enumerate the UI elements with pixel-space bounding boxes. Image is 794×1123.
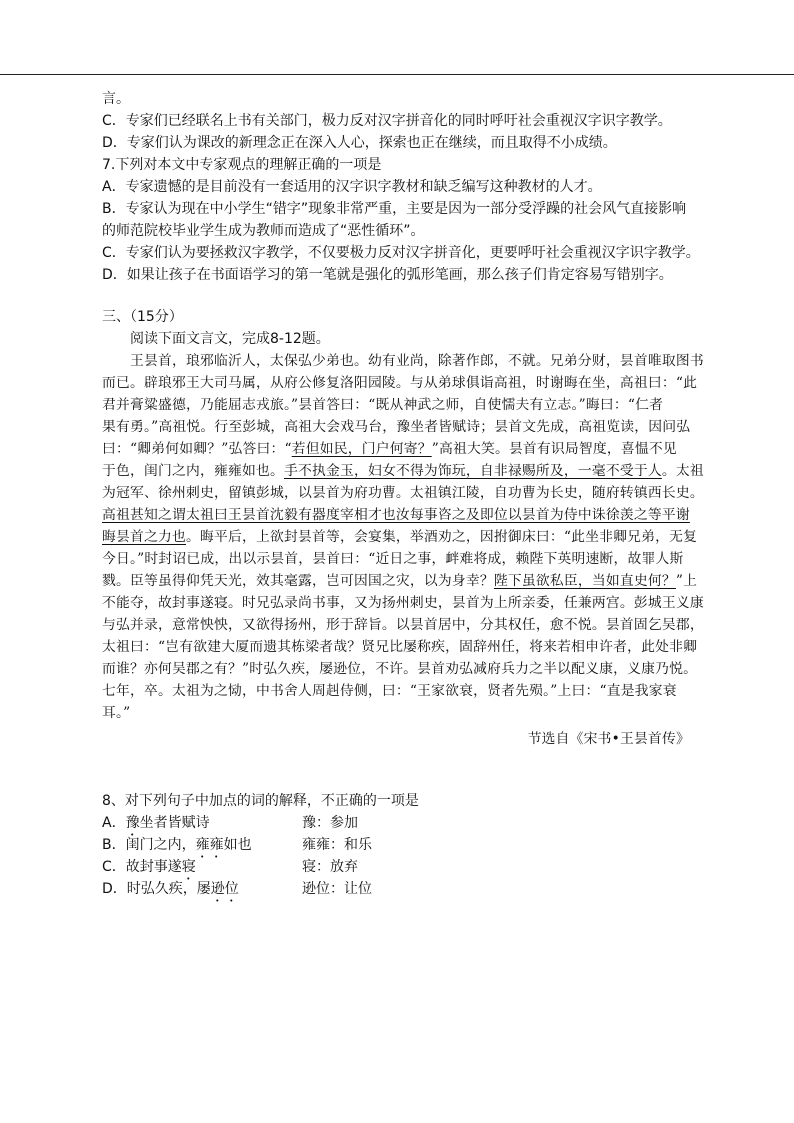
passage-text: 。太祖 <box>661 463 704 479</box>
passage-line: 与弘并录，意常怏怏，又欲得扬州，形于辞旨。以昙首居中，分其权任，愈不悦。昙首固乞吴郡， <box>102 617 704 633</box>
passage-line <box>102 460 702 482</box>
dotted-word: 寝 <box>181 859 196 875</box>
section-instruction: 阅读下面文言文，完成8-12题。 <box>130 331 330 347</box>
underlined-sentence: 手不执金玉，妇女不得为饰玩，自非禄赐所及，一毫不受于人 <box>283 463 662 479</box>
passage-text: 戮。臣等虽得仰凭天光，效其毫露，岂可因国之灾，以为身幸？ <box>102 573 494 589</box>
section-3-header <box>102 306 702 350</box>
option-b-continued: 的师范院校毕业学生成为教师而造成了“恶性循环”。 <box>102 223 425 239</box>
passage-line <box>102 526 702 548</box>
option-d: D．专家们认为课改的新理念正在深入人心，探索也正在继续，而且取得不小成绩。 <box>102 135 617 151</box>
passage-line: 不能夺，故封事遂寝。时兄弘录尚书事，又为扬州刺史，昙首为上所亲委，任兼两宫。彭城王义康 <box>102 595 704 611</box>
option-a: A．专家遗憾的是目前没有一套适用的汉字识字教材和缺乏编写这种教材的人才。 <box>102 179 602 195</box>
passage-text: ”上 <box>675 573 698 589</box>
passage-text: 于色，闺门之内，雍雍如也。 <box>102 463 284 479</box>
passage-line: 君并膏粱盛德，乃能屈志戎旅。”昙首答曰：“既从神武之师，自使懦夫有立志。”晦曰：“仁者 <box>102 397 664 413</box>
option-text: 故封事遂 <box>125 859 182 875</box>
unpunctuated-passage: 晦昙首之力也 <box>102 529 186 545</box>
option-gloss: 寝：放弃 <box>302 859 358 875</box>
option-letter: A． <box>102 815 126 831</box>
option-c <box>102 856 702 878</box>
option-letter: C． <box>102 859 126 875</box>
unpunctuated-passage: 高祖甚知之谓太祖曰王昙首沈毅有器度宰相才也汝每事咨之及即位以昙首为侍中诛徐羡之等平谢 <box>102 507 690 523</box>
section-title: 三、（15分） <box>102 309 183 325</box>
passage-source: 节选自《宋书•王昙首传》 <box>527 731 690 747</box>
passage-line: 而谁？亦何吴郡之有？”时弘久疾，屡逊位，不许。昙首劝弘减府兵力之半以配义康，义康乃悦。 <box>102 661 698 677</box>
option-text: 时弘久疾，屡 <box>126 881 211 897</box>
option-b <box>102 834 702 856</box>
option-d <box>102 878 702 900</box>
passage-line: 耳。” <box>102 705 131 721</box>
passage-text: 曰：“卿弟何如卿？”弘答曰：“ <box>102 441 292 457</box>
option-text: 闺门之内， <box>125 837 196 853</box>
option-letter: B． <box>102 837 126 853</box>
dotted-word: 雍雍 <box>195 837 224 853</box>
dotted-word: 逊位 <box>210 881 239 897</box>
question-7 <box>102 154 702 286</box>
option-a <box>102 812 702 834</box>
passage-line: 而已。辟琅邪王大司马属，从府公修复洛阳园陵。与从弟球俱诣高祖，时谢晦在坐，高祖曰：“此 <box>102 375 698 391</box>
option-c: C．专家们已经联名上书有关部门，极力反对汉字拼音化的同时呼吁社会重视汉字识字教学。 <box>102 113 672 129</box>
passage-text: ”高祖大笑。昙首有识局智度，喜愠不见 <box>431 441 677 457</box>
passage-line: 今日。”时封诏已成，出以示昙首，昙首曰：“近日之事，衅难将成，赖陛下英明速断，故罪人斯 <box>102 551 684 567</box>
classical-passage <box>102 350 702 750</box>
option-gloss: 豫：参加 <box>302 815 358 831</box>
passage-line <box>102 438 702 460</box>
passage-line <box>102 570 702 592</box>
option-sentence <box>102 812 302 834</box>
passage-line: 七年，卒。太祖为之恸，中书舍人周赳侍侧，曰：“王家欲衰，贤者先殒。”上曰：“直是我家衰 <box>102 683 677 699</box>
underlined-sentence: 若但如民，门户何寄？ <box>291 441 432 457</box>
option-gloss: 雍雍：和乐 <box>302 837 372 853</box>
question-8 <box>102 790 702 900</box>
top-rule <box>0 74 794 75</box>
option-sentence <box>102 856 302 878</box>
question-stem: 7.下列对本文中专家观点的理解正确的一项是 <box>102 157 382 173</box>
option-sentence <box>102 834 302 856</box>
passage-line: 太祖曰：“岂有欲建大厦而遗其栋梁者哉？贤兄比屡称疾，固辞州任，将来若相申许者，此处非卿 <box>102 639 698 655</box>
option-sentence <box>102 878 302 900</box>
text-line: 言。 <box>102 91 130 107</box>
underlined-sentence: 陛下虽欲私臣，当如直史何？ <box>493 573 676 589</box>
passage-text: 。晦平后，上欲封昙首等，会宴集，举酒劝之，因拊御床曰：“此坐非卿兄弟，无复 <box>185 529 698 545</box>
question-stem: 8、对下列句子中加点的词的解释，不正确的一项是 <box>102 793 419 809</box>
passage-line: 果有勇。”高祖悦。行至彭城，高祖大会戏马台，豫坐者皆赋诗；昙首文先成，高祖览读，因问弘 <box>102 419 691 435</box>
option-c: C．专家们认为要拯救汉字教学，不仅要极力反对汉字拼音化，更要呼吁社会重视汉字识字教学。 <box>102 245 700 261</box>
option-b: B．专家认为现在中小学生“错字”现象非常严重，主要是因为一部分受浮躁的社会风气直接影响 <box>102 201 687 217</box>
option-text: 坐者皆赋诗 <box>139 815 210 831</box>
option-letter: D． <box>102 881 127 897</box>
dotted-word: 豫 <box>125 815 140 831</box>
option-text: 如也 <box>223 837 252 853</box>
option-d: D．如果让孩子在书面语学习的第一笔就是强化的弧形笔画，那么孩子们肯定容易写错别字。 <box>102 267 673 283</box>
passage-line: 王昙首，琅邪临沂人，太保弘少弟也。幼有业尚，除著作郎，不就。兄弟分财，昙首唯取图书 <box>130 353 704 369</box>
previous-question-tail <box>102 88 702 154</box>
option-gloss: 逊位：让位 <box>302 881 372 897</box>
passage-line: 为冠军、徐州刺史，留镇彭城，以昙首为府功曹。太祖镇江陵，自功曹为长史，随府转镇西长史。 <box>102 485 704 501</box>
